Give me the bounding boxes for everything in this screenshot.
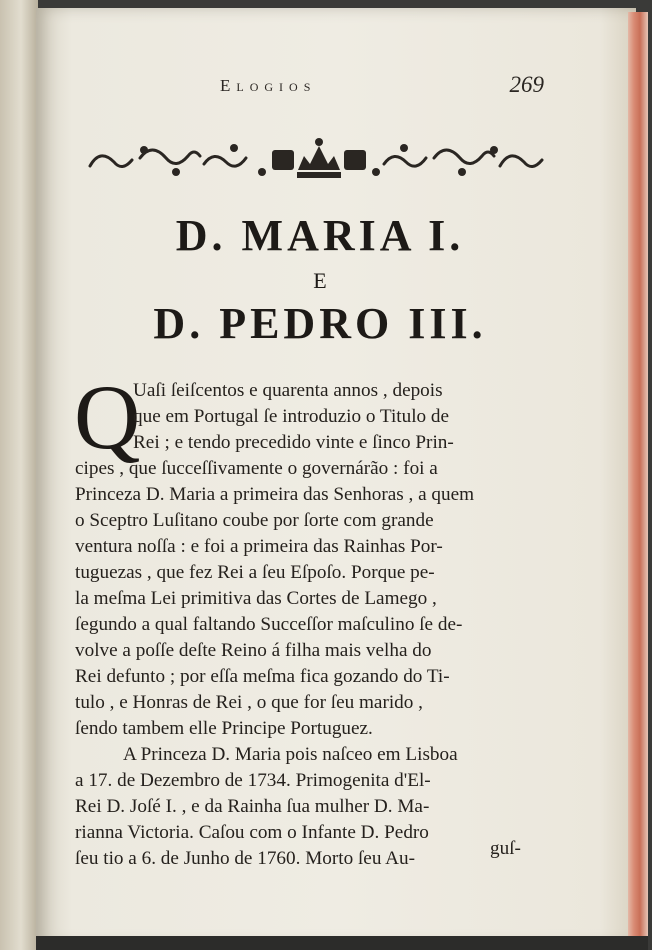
text-line: volve a poſſe deſte Reino á filha mais velha do [75, 640, 432, 661]
printer-ornament-band [84, 136, 554, 184]
text-line: a 17. de Dezembro de 1734. Primogenita d'El- [75, 770, 431, 791]
text-line: ſegundo a qual faltando Succeſſor maſculino ſe de- [75, 614, 463, 635]
text-line: Rei defunto ; por eſſa meſma fica gozando do Ti- [75, 666, 450, 687]
text-line: rianna Victoria. Caſou com o Infante D. Pedro [75, 822, 429, 843]
page-number: 269 [509, 72, 544, 97]
text-line: cipes , que ſucceſſivamente o governárão : foi a [75, 458, 438, 479]
text-line: ſendo tambem elle Principe Portuguez. [75, 718, 373, 739]
text-line: que em Portugal ſe introduzio o Titulo de [133, 406, 450, 427]
body-text [74, 366, 547, 872]
text-line: Rei D. Joſé I. , e da Rainha ſua mulher D. Ma- [75, 796, 430, 817]
text-line: ventura noſſa : e foi a primeira das Rainhas Por- [75, 536, 443, 557]
title-pedro: D. PEDRO III. [153, 299, 487, 348]
catchword: guſ- [490, 838, 521, 859]
text-line: tuguezas , que fez Rei a ſeu Eſpoſo. Porque pe- [75, 562, 435, 583]
text-line: ſeu tio a 6. de Junho de 1760. Morto ſeu Au- [75, 848, 415, 869]
text-line: A Princeza D. Maria pois naſceo em Lisboa [123, 744, 458, 765]
scan-background-strip [36, 936, 648, 950]
text-line: Uaſi ſeiſcentos e quarenta annos , depois [133, 380, 443, 401]
title-maria: D. MARIA I. [175, 211, 465, 260]
text-line: la meſma Lei primitiva das Cortes de Lamego , [75, 588, 437, 609]
drop-cap-letter: Q [74, 366, 141, 468]
running-title: Elogios [220, 76, 317, 95]
text-line: Princeza D. Maria a primeira das Senhoras , a quem [75, 484, 475, 505]
facing-page-edge [0, 0, 38, 950]
text-line: o Sceptro Luſitano coube por ſorte com grande [75, 510, 434, 531]
title-conjunction: E [313, 268, 327, 293]
red-page-edge [628, 12, 648, 944]
text-line: tulo , e Honras de Rei , o que for ſeu marido , [75, 692, 423, 713]
running-head [220, 74, 550, 106]
text-line: Rei ; e tendo precedido vinte e ſinco Prin- [133, 432, 454, 453]
